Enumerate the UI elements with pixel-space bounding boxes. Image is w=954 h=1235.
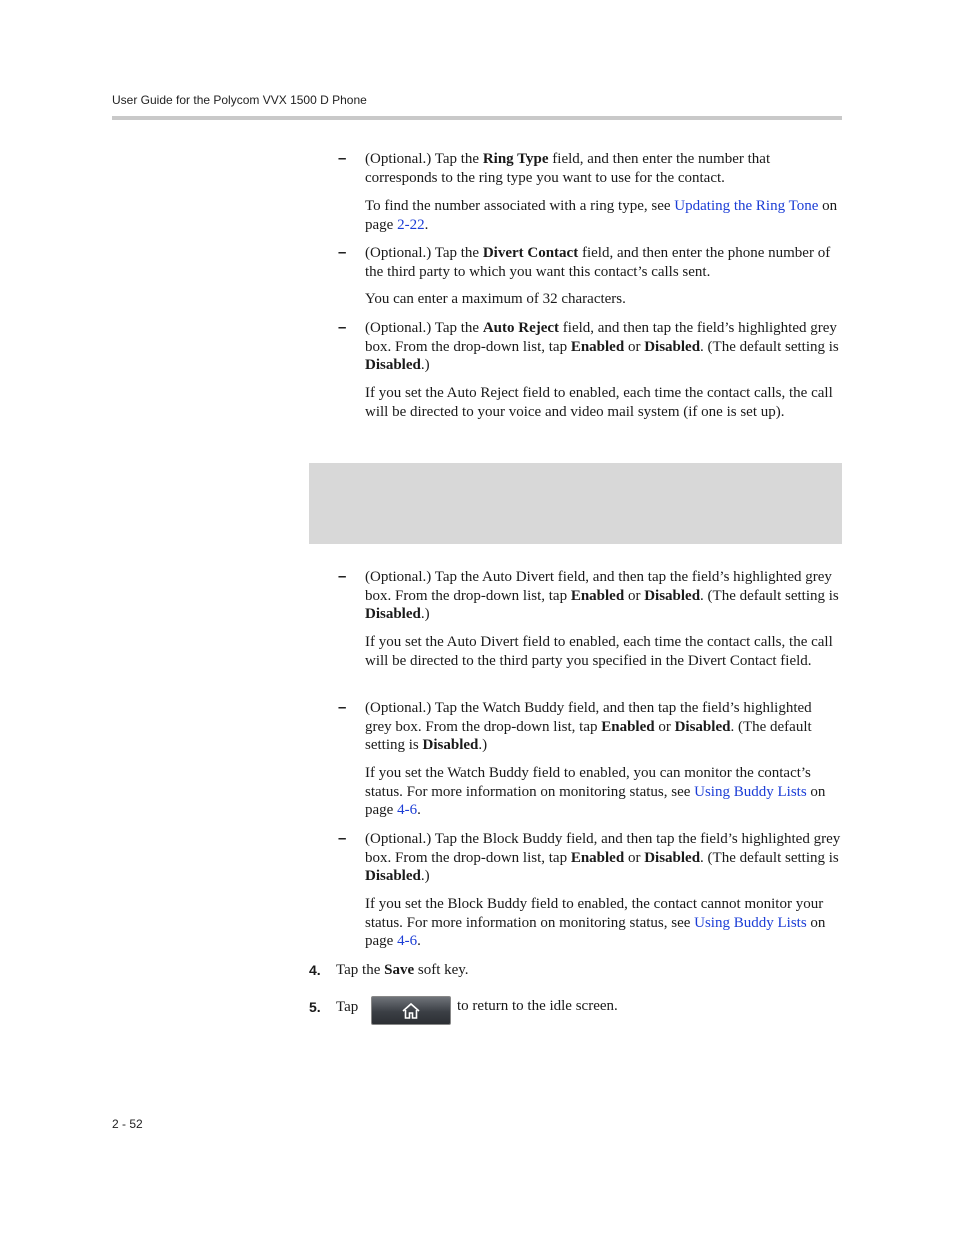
link-using-buddy-lists[interactable]: Using Buddy Lists [694, 783, 807, 800]
step-number: 5. [309, 999, 321, 1015]
auto-divert-note: If you set the Auto Divert field to enabled, each time the contact calls, the call will be directed to the third party you specified in the Divert Contact field. [365, 634, 833, 669]
step-number: 4. [309, 962, 321, 978]
link-page-4-6[interactable]: 4-6 [397, 933, 418, 950]
running-header: User Guide for the Polycom VVX 1500 D Phone [112, 93, 367, 107]
block-buddy-note: If you set the Block Buddy field to enabled, the contact cannot monitor your status. For more information on monitoring status, see Using Buddy Lists on page 4-6. [365, 896, 826, 950]
auto-reject-note: If you set the Auto Reject field to enabled, each time the contact calls, the call will be directed to your voice and video mail system (if one is set up). [365, 385, 833, 420]
page-number: 2 - 52 [112, 1117, 143, 1131]
link-updating-ring-tone[interactable]: Updating the Ring Tone [674, 198, 819, 214]
bullet-ring-type: – (Optional.) Tap the Ring Type field, and then enter the number that corresponds to the ring type you want to use for the contact. [338, 150, 771, 186]
link-page-4-6[interactable]: 4-6 [397, 802, 418, 819]
bullet-watch-buddy: – (Optional.) Tap the Watch Buddy field, and then tap the field’s highlighted grey box. From the drop-down list, tap Enabled or Disabled. (The default setting is Disabled.) [338, 699, 812, 754]
ring-type-note: To find the number associated with a ring type, see Updating the Ring Tone on page 2-22. [365, 198, 838, 233]
link-using-buddy-lists[interactable]: Using Buddy Lists [694, 914, 807, 931]
link-page-2-22[interactable]: 2-22 [397, 216, 425, 233]
step-5-text: to return to the idle screen. [457, 998, 618, 1014]
bullet-divert-contact: – (Optional.) Tap the Divert Contact field, and then enter the phone number of the third party to which you want this contact’s calls sent. [338, 244, 831, 280]
bullet-dash: – [338, 699, 347, 716]
watch-buddy-note: If you set the Watch Buddy field to enabled, you can monitor the contact’s status. For more information on monitoring status, see Using Buddy Lists on page 4-6. [365, 765, 826, 819]
bullet-dash: – [338, 830, 347, 847]
bullet-auto-divert: – (Optional.) Tap the Auto Divert field, and then tap the field’s highlighted grey box. From the drop-down list, tap Enabled or Disabled. (The default setting is Disabled.) [338, 568, 839, 623]
bullet-dash: – [338, 150, 347, 167]
bullet-block-buddy: – (Optional.) Tap the Block Buddy field, and then tap the field’s highlighted grey box. From the drop-down list, tap Enabled or Disabled. (The default setting is Disabled.) [338, 830, 841, 885]
home-button[interactable] [371, 996, 451, 1025]
bullet-dash: – [338, 244, 347, 261]
bullet-dash: – [338, 319, 347, 336]
note-box [309, 463, 842, 544]
bullet-dash: – [338, 568, 347, 585]
header-rule [112, 116, 842, 120]
bullet-auto-reject: – (Optional.) Tap the Auto Reject field, and then tap the field’s highlighted grey box. From the drop-down list, tap Enabled or Disabled. (The default setting is Disabled.) [338, 319, 839, 374]
divert-note: You can enter a maximum of 32 characters. [365, 291, 626, 307]
home-icon [401, 1002, 421, 1020]
